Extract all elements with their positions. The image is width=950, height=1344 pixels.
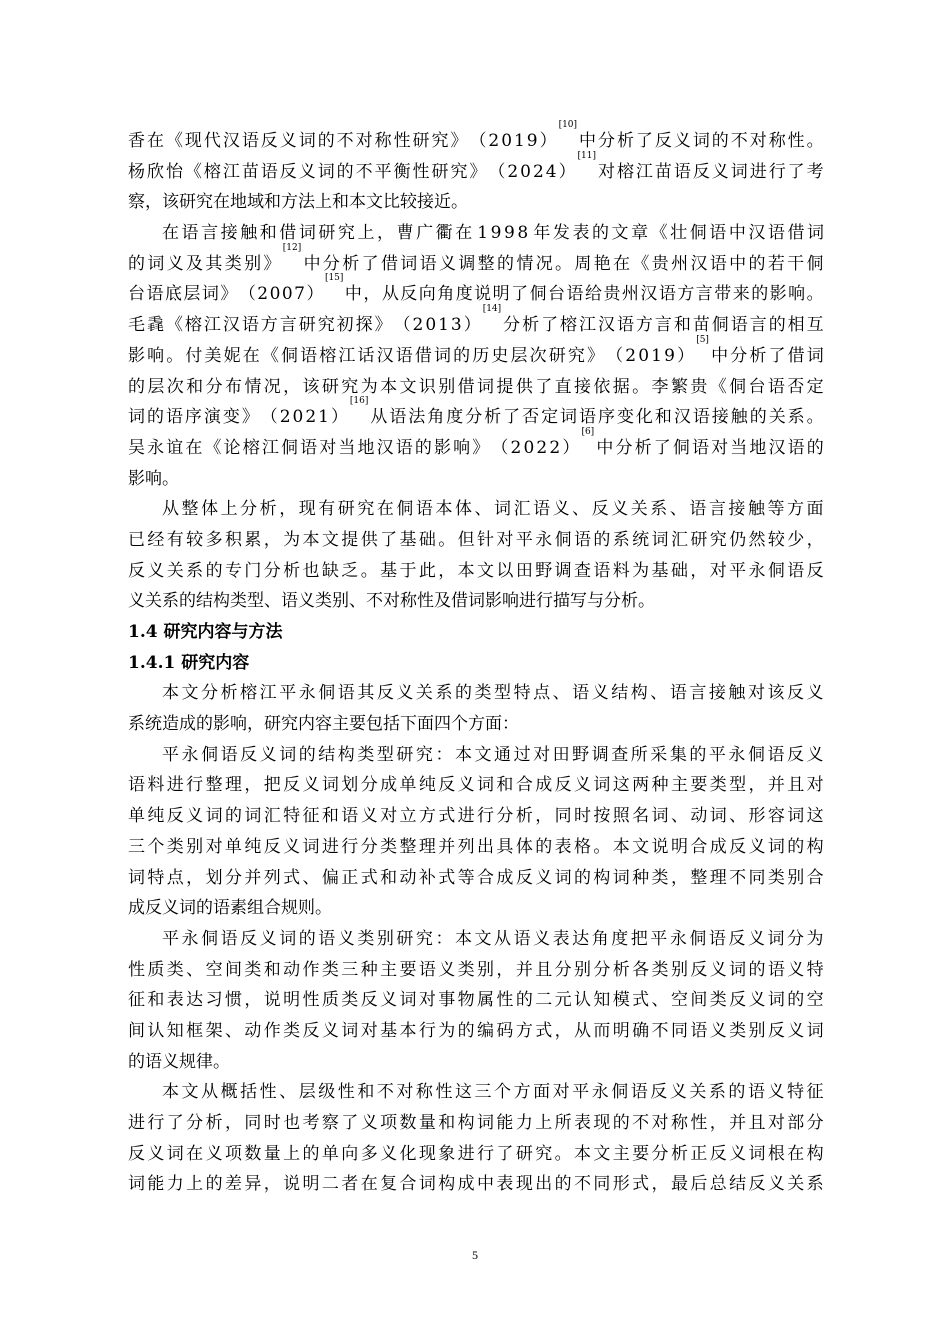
page-number: 5 (472, 1248, 478, 1262)
text-line: 语 料 进 行 整 理 ， 把 反 义 词 划 分 成 单 纯 反 义 词 和 合 成 反 义 词 这 两 种 主 要 类 型 ， 并 且 对 (128, 775, 824, 796)
text-line: 间 认 知 框 架 、 动 作 类 反 义 词 对 基 本 行 为 的 编 码 方 式 ， 从 而 明 确 不 同 语 义 类 别 反 义 词 (128, 1020, 824, 1041)
document-body (128, 120, 824, 1200)
text-line: 反 义 关 系 的 专 门 分 析 也 缺 乏 。 基 于 此 ， 本 文 以 田 野 调 查 语 料 为 基 础 ， 对 平 永 侗 语 反 (128, 560, 824, 581)
section-heading: 1.4.1 研究内容 (128, 652, 250, 673)
citation-marker: [12] (282, 242, 302, 253)
section-heading: 1.4 研究内容与方法 (128, 622, 283, 642)
text-line: 征 和 表 达 习 惯 ， 说 明 性 质 类 反 义 词 对 事 物 属 性 的 二 元 认 知 模 式 、 空 间 类 反 义 词 的 空 (128, 990, 824, 1011)
paragraph (128, 740, 824, 924)
citation-marker: [11] (577, 150, 597, 161)
text-line: 词 特 点 ， 划 分 并 列 式 、 偏 正 式 和 动 补 式 等 合 成 反 义 词 的 构 词 种 类 ， 整 理 不 同 类 别 合 (128, 867, 824, 888)
text-line: 杨 欣 怡 《 榕 江 苗 语 反 义 词 的 不 平 衡 性 研 究 》 （ 2 0 2 4 ） [11] 对 榕 江 苗 语 反 义 词 进 行 了 考 (128, 157, 824, 188)
text-line: 已 经 有 较 多 积 累 ， 为 本 文 提 供 了 基 础 。 但 针 对 平 永 侗 语 的 系 统 词 汇 研 究 仍 然 较 少 ， (128, 529, 824, 550)
text-line: 词 的 语 序 演 变 》 （ 2 0 2 1 ） [16] 从 语 法 角 度 分 析 了 否 定 词 语 序 变 化 和 汉 语 接 触 的 关 系 。 (128, 402, 824, 433)
citation-marker: [10] (558, 120, 578, 130)
text-line: 性 质 类 、 空 间 类 和 动 作 类 三 种 主 要 语 义 类 别 ， 并 且 分 别 分 析 各 类 别 反 义 词 的 语 义 特 (128, 959, 824, 980)
text-line: 的 语 义 规 律 。 (128, 1051, 230, 1072)
citation-marker: [14] (482, 304, 502, 315)
text-line: 本 文 从 概 括 性 、 层 级 性 和 不 对 称 性 这 三 个 方 面 对 平 永 侗 语 反 义 关 系 的 语 义 特 征 (162, 1082, 824, 1103)
citation-marker: [15] (324, 273, 344, 284)
text-line: 单 纯 反 义 词 的 词 汇 特 征 和 语 义 对 立 方 式 进 行 分 析 ， 同 时 按 照 名 词 、 动 词 、 形 容 词 这 (128, 806, 824, 827)
text-line: 进 行 了 分 析 ， 同 时 也 考 察 了 义 项 数 量 和 构 词 能 力 上 所 表 现 的 不 对 称 性 ， 并 且 对 部 分 (128, 1113, 824, 1133)
paragraph (128, 218, 824, 494)
text-line: 三 个 类 别 对 单 纯 反 义 词 进 行 分 类 整 理 并 列 出 具 体 的 表 格 。 本 文 说 明 合 成 反 义 词 的 构 (128, 836, 824, 857)
text-line: 本 文 分 析 榕 江 平 永 侗 语 其 反 义 关 系 的 类 型 特 点 、 语 义 结 构 、 语 言 接 触 对 该 反 义 (162, 683, 824, 704)
paragraph (128, 1077, 824, 1200)
text-line: 平 永 侗 语 反 义 词 的 语 义 类 别 研 究 ： 本 文 从 语 义 表 达 角 度 把 平 永 侗 语 反 义 词 分 为 (162, 928, 824, 949)
paragraph (128, 120, 824, 218)
text-line: 影 响 。 付 美 妮 在 《 侗 语 榕 江 话 汉 语 借 词 的 历 史 层 次 研 究 》 （ 2 0 1 9 ） [5] 中 分 析 了 借 词 (128, 341, 824, 372)
text-line: 察 ， 该 研 究 在 地 域 和 方 法 上 和 本 文 比 较 接 近 。 (128, 192, 468, 213)
text-line: 义 关 系 的 结 构 类 型 、 语 义 类 别 、 不 对 称 性 及 借 词 影 响 进 行 描 写 与 分 析 。 (128, 591, 655, 612)
text-line: 毛 毳 《 榕 江 汉 语 方 言 研 究 初 探 》 （ 2 0 1 3 ） [14] 分 析 了 榕 江 汉 语 方 言 和 苗 侗 语 言 的 相 互 (128, 310, 824, 341)
paragraph (128, 678, 824, 739)
text-line: 平 永 侗 语 反 义 词 的 结 构 类 型 研 究 ： 本 文 通 过 对 田 野 调 查 所 采 集 的 平 永 侗 语 反 义 (162, 744, 824, 765)
text-line: 台 语 底 层 词 》 （ 2 0 0 7 ） [15] 中 ， 从 反 向 角 度 说 明 了 侗 台 语 给 贵 州 汉 语 方 言 带 来 的 影 响 。 (128, 279, 824, 310)
paragraph (128, 924, 824, 1077)
text-line: 的 词 义 及 其 类 别 》 [12] 中 分 析 了 借 词 语 义 调 整 的 情 况 。 周 艳 在 《 贵 州 汉 语 中 的 若 干 侗 (128, 249, 824, 280)
citation-marker: [5] (696, 334, 709, 345)
text-line: 成 反 义 词 的 语 素 组 合 规 则 。 (128, 898, 332, 919)
text-line: 在 语 言 接 触 和 借 词 研 究 上 ， 曹 广 衢 在 1 9 9 8 年 发 表 的 文 章 《 壮 侗 语 中 汉 语 借 词 (162, 223, 824, 244)
text-line: 反 义 词 在 义 项 数 量 上 的 单 向 多 义 化 现 象 进 行 了 研 究 。 本 文 主 要 分 析 正 反 义 词 根 在 构 (128, 1143, 824, 1164)
text-line: 从 整 体 上 分 析 ， 现 有 研 究 在 侗 语 本 体 、 词 汇 语 义 、 反 义 关 系 、 语 言 接 触 等 方 面 (162, 499, 824, 520)
paragraph (128, 494, 824, 617)
citation-marker: [16] (349, 396, 369, 407)
text-line: 影 响 。 (128, 468, 179, 489)
citation-marker: [6] (581, 426, 595, 437)
text-line: 系 统 造 成 的 影 响 ， 研 究 内 容 主 要 包 括 下 面 四 个 方 面 ： (128, 714, 519, 735)
text-line: 吴 永 谊 在 《 论 榕 江 侗 语 对 当 地 汉 语 的 影 响 》 （ 2 0 2 2 ） [6] 中 分 析 了 侗 语 对 当 地 汉 语 的 (128, 433, 824, 464)
text-line: 香 在 《 现 代 汉 语 反 义 词 的 不 对 称 性 研 究 》 （ 2 0 1 9 ） [10] 中 分 析 了 反 义 词 的 不 对 称 性 。 (128, 126, 824, 157)
text-line: 词 能 力 上 的 差 异 ， 说 明 二 者 在 复 合 词 构 成 中 表 现 出 的 不 同 形 式 ， 最 后 总 结 反 义 关 系 (128, 1174, 824, 1195)
text-line: 的 层 次 和 分 布 情 况 ， 该 研 究 为 本 文 识 别 借 词 提 供 了 直 接 依 据 。 李 繁 贵 《 侗 台 语 否 定 (128, 376, 824, 397)
